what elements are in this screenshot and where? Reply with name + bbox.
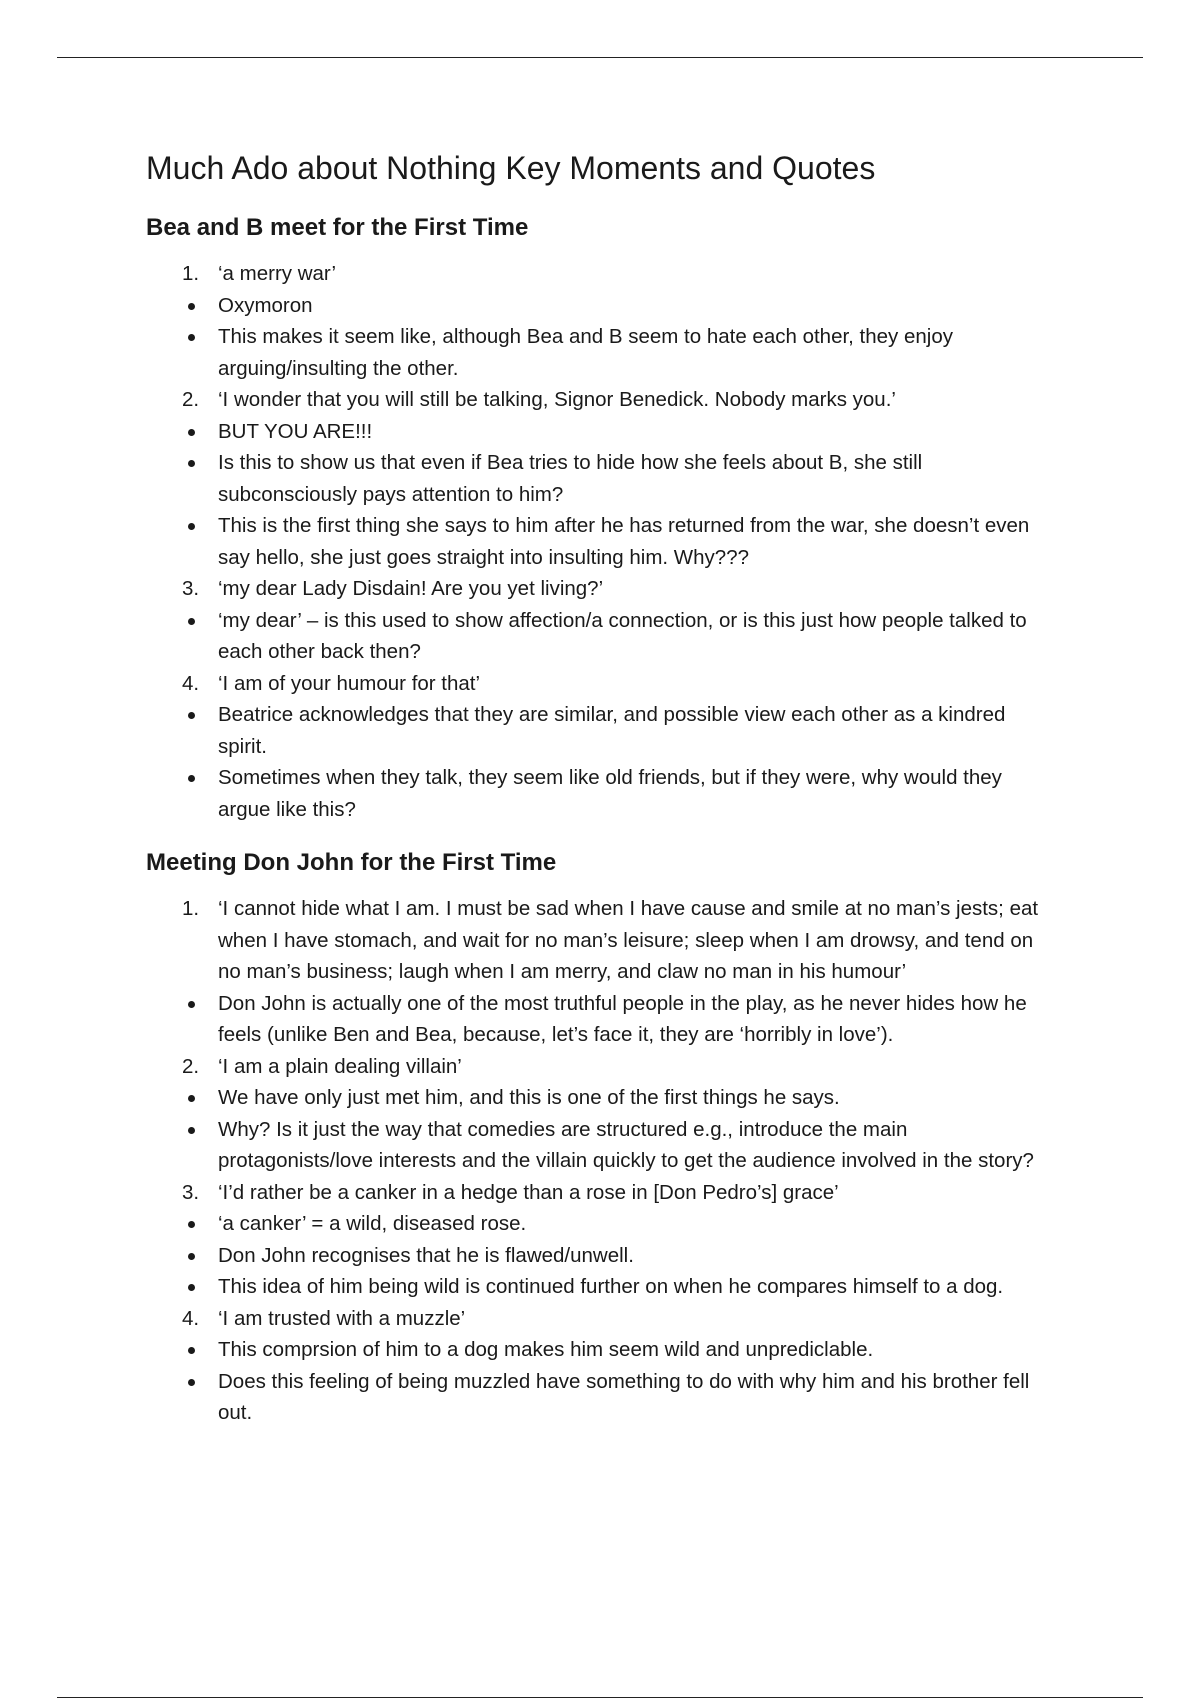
bullet-icon <box>188 775 195 782</box>
document-title: Much Ado about Nothing Key Moments and Quotes <box>146 150 876 186</box>
bullet-icon <box>188 618 195 625</box>
item-text: This idea of him being wild is continued further on when he compares himself to a dog. <box>218 1275 1004 1298</box>
quote-item <box>146 258 1066 290</box>
quote-item <box>146 573 1066 605</box>
item-text: ‘I am a plain dealing villain’ <box>218 1054 462 1078</box>
section-heading: Bea and B meet for the First Time <box>146 214 529 241</box>
item-text: ‘I’d rather be a canker in a hedge than a rose in [Don Pedro’s] grace’ <box>218 1180 839 1204</box>
list-number: 4. <box>182 671 200 695</box>
item-text: Don John recognises that he is flawed/unwell. <box>218 1243 634 1267</box>
bullet-item <box>146 321 1066 384</box>
item-text: Oxymoron <box>218 293 313 317</box>
item-text: ‘my dear’ – is this used to show affection/a connection, or is this just how people talked to each other back then? <box>218 608 1027 663</box>
list-number: 3. <box>182 577 200 600</box>
item-text: BUT YOU ARE!!! <box>218 419 373 443</box>
document-body <box>146 146 1066 1451</box>
bullet-item <box>146 762 1066 825</box>
bullet-item <box>146 988 1066 1051</box>
item-text: Sometimes when they talk, they seem like old friends, but if they were, why would they argue like this? <box>218 766 1002 821</box>
item-text: ‘I cannot hide what I am. I must be sad when I have cause and smile at no man’s jests; eat when I have stomach, and wait for no man’s leisure; sleep when I am drowsy, and tend on no man’s business; laugh when I am merry, and claw no man in his humour’ <box>218 897 1039 983</box>
bullet-item <box>146 1082 1066 1114</box>
bullet-icon <box>188 1253 195 1260</box>
section-list <box>146 258 1066 825</box>
list-number: 1. <box>182 262 200 285</box>
bullet-icon <box>188 1221 195 1228</box>
bullet-icon <box>188 429 195 436</box>
bullet-item <box>146 447 1066 510</box>
section-list <box>146 893 1066 1429</box>
quote-item <box>146 668 1066 700</box>
item-text: ‘I wonder that you will still be talking, Signor Benedick. Nobody marks you.’ <box>218 388 896 411</box>
bullet-item <box>146 1366 1066 1429</box>
list-number: 2. <box>182 1054 200 1078</box>
item-text: ‘my dear Lady Disdain! Are you yet living?’ <box>218 577 604 600</box>
list-number: 2. <box>182 388 200 411</box>
bullet-icon <box>188 1284 195 1291</box>
bullet-item <box>146 290 1066 322</box>
bullet-icon <box>188 1347 195 1354</box>
bullet-item <box>146 1271 1066 1303</box>
item-text: Beatrice acknowledges that they are similar, and possible view each other as a kindred spirit. <box>218 703 1006 758</box>
bullet-icon <box>188 712 195 719</box>
section-heading: Meeting Don John for the First Time <box>146 849 557 876</box>
item-text: Is this to show us that even if Bea tries to hide how she feels about B, she still subconsciously pays attention to him? <box>218 451 923 506</box>
item-text: ‘I am of your humour for that’ <box>218 671 481 695</box>
bullet-item <box>146 416 1066 448</box>
bullet-icon <box>188 303 195 310</box>
item-text: This comprsion of him to a dog makes him seem wild and unprediclable. <box>218 1338 874 1361</box>
bullet-item <box>146 1240 1066 1272</box>
bullet-item <box>146 1208 1066 1240</box>
quote-item <box>146 893 1066 988</box>
bullet-icon <box>188 334 195 341</box>
item-text: ‘a canker’ = a wild, diseased rose. <box>218 1212 527 1235</box>
quote-item <box>146 1051 1066 1083</box>
bullet-item <box>146 1114 1066 1177</box>
bullet-item <box>146 605 1066 668</box>
item-text: This makes it seem like, although Bea and B seem to hate each other, they enjoy arguing/insulting the other. <box>218 325 954 380</box>
item-text: ‘a merry war’ <box>218 262 337 285</box>
list-number: 3. <box>182 1180 200 1204</box>
item-text: This is the first thing she says to him after he has returned from the war, she doesn’t even say hello, she just goes straight into insulting him. Why??? <box>218 514 1030 569</box>
quote-item <box>146 384 1066 416</box>
bullet-item <box>146 699 1066 762</box>
footer-rule <box>57 1697 1143 1698</box>
item-text: Don John is actually one of the most truthful people in the play, as he never hides how he feels (unlike Ben and Bea, because, let’s face it, they are ‘horribly in love’). <box>218 991 1027 1046</box>
quote-item <box>146 1177 1066 1209</box>
bullet-icon <box>188 523 195 530</box>
item-text: We have only just met him, and this is one of the first things he says. <box>218 1086 840 1109</box>
quote-item <box>146 1303 1066 1335</box>
item-text: ‘I am trusted with a muzzle’ <box>218 1306 466 1330</box>
bullet-icon <box>188 460 195 467</box>
list-number: 4. <box>182 1306 200 1330</box>
bullet-icon <box>188 1127 195 1134</box>
item-text: Does this feeling of being muzzled have something to do with why him and his brother fell out. <box>218 1369 1030 1424</box>
bullet-icon <box>188 1095 195 1102</box>
bullet-icon <box>188 1001 195 1008</box>
item-text: Why? Is it just the way that comedies are structured e.g., introduce the main protagonists/love interests and the villain quickly to get the audience involved in the story? <box>218 1117 1034 1172</box>
bullet-icon <box>188 1379 195 1386</box>
sections-container <box>146 212 1066 1429</box>
bullet-item <box>146 1334 1066 1366</box>
header-rule <box>57 57 1143 58</box>
bullet-item <box>146 510 1066 573</box>
list-number: 1. <box>182 897 200 920</box>
